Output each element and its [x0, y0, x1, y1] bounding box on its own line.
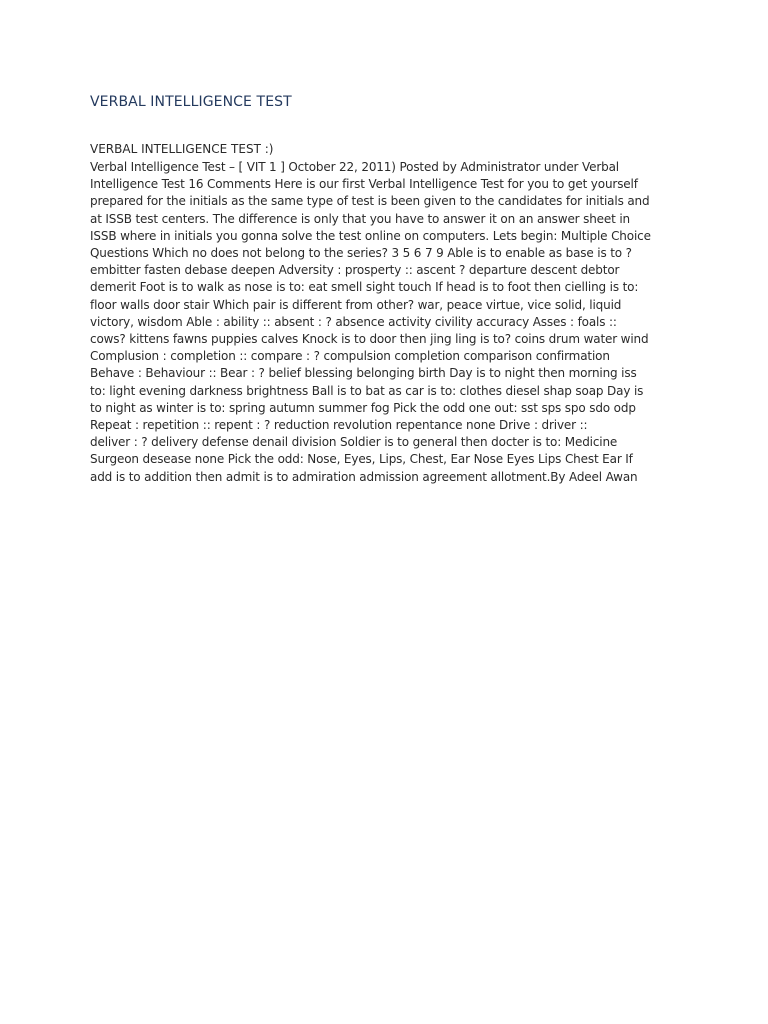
- body-line: Complusion : completion :: compare : ? compulsion completion comparison confirmation: [90, 349, 610, 364]
- body-line: Questions Which no does not belong to the series? 3 5 6 7 9 Able is to enable as base is to ?: [90, 246, 632, 261]
- body-line: to night as winter is to: spring autumn summer fog Pick the odd one out: sst sps spo sdo odp: [90, 400, 636, 415]
- document-title: VERBAL INTELLIGENCE TEST: [90, 94, 292, 110]
- body-line: deliver : ? delivery defense denail division Soldier is to general then docter is to: Medicine: [90, 435, 618, 450]
- body-line: add is to addition then admit is to admiration admission agreement allotment.By Adeel Awan: [90, 469, 638, 484]
- body-line: ISSB where in initials you gonna solve the test online on computers. Lets begin: Multiple Choice: [90, 228, 651, 243]
- body-line: victory, wisdom Able : ability :: absent : ? absence activity civility accuracy Asses : foals ::: [90, 314, 617, 329]
- body-line: prepared for the initials as the same type of test is been given to the candidates for initials and: [90, 194, 650, 209]
- body-line: at ISSB test centers. The difference is only that you have to answer it on an answer sheet in: [90, 211, 631, 226]
- body-line: Intelligence Test 16 Comments Here is our first Verbal Intelligence Test for you to get yourself: [90, 177, 638, 192]
- body-line: Surgeon desease none Pick the odd: Nose, Eyes, Lips, Chest, Ear Nose Eyes Lips Chest Ear If: [90, 452, 633, 467]
- body-line: embitter fasten debase deepen Adversity : prosperty :: ascent ? departure descent debtor: [90, 263, 620, 278]
- body-line: Repeat : repetition :: repent : ? reduction revolution repentance none Drive : driver ::: [90, 418, 588, 433]
- document-body: [90, 159, 680, 486]
- body-line: Behave : Behaviour :: Bear : ? belief blessing belonging birth Day is to night then morning iss: [90, 366, 637, 381]
- body-line: cows? kittens fawns puppies calves Knock is to door then jing ling is to? coins drum water wind: [90, 332, 649, 347]
- body-line: floor walls door stair Which pair is different from other? war, peace virtue, vice solid, liquid: [90, 297, 622, 312]
- body-line: to: light evening darkness brightness Ball is to bat as car is to: clothes diesel shap soap Day is: [90, 383, 644, 398]
- document-subtitle: VERBAL INTELLIGENCE TEST :): [90, 142, 274, 156]
- body-line: demerit Foot is to walk as nose is to: eat smell sight touch If head is to foot then cielling is to:: [90, 280, 639, 295]
- body-line: Verbal Intelligence Test – [ VIT 1 ] October 22, 2011) Posted by Administrator under Verbal: [90, 160, 619, 174]
